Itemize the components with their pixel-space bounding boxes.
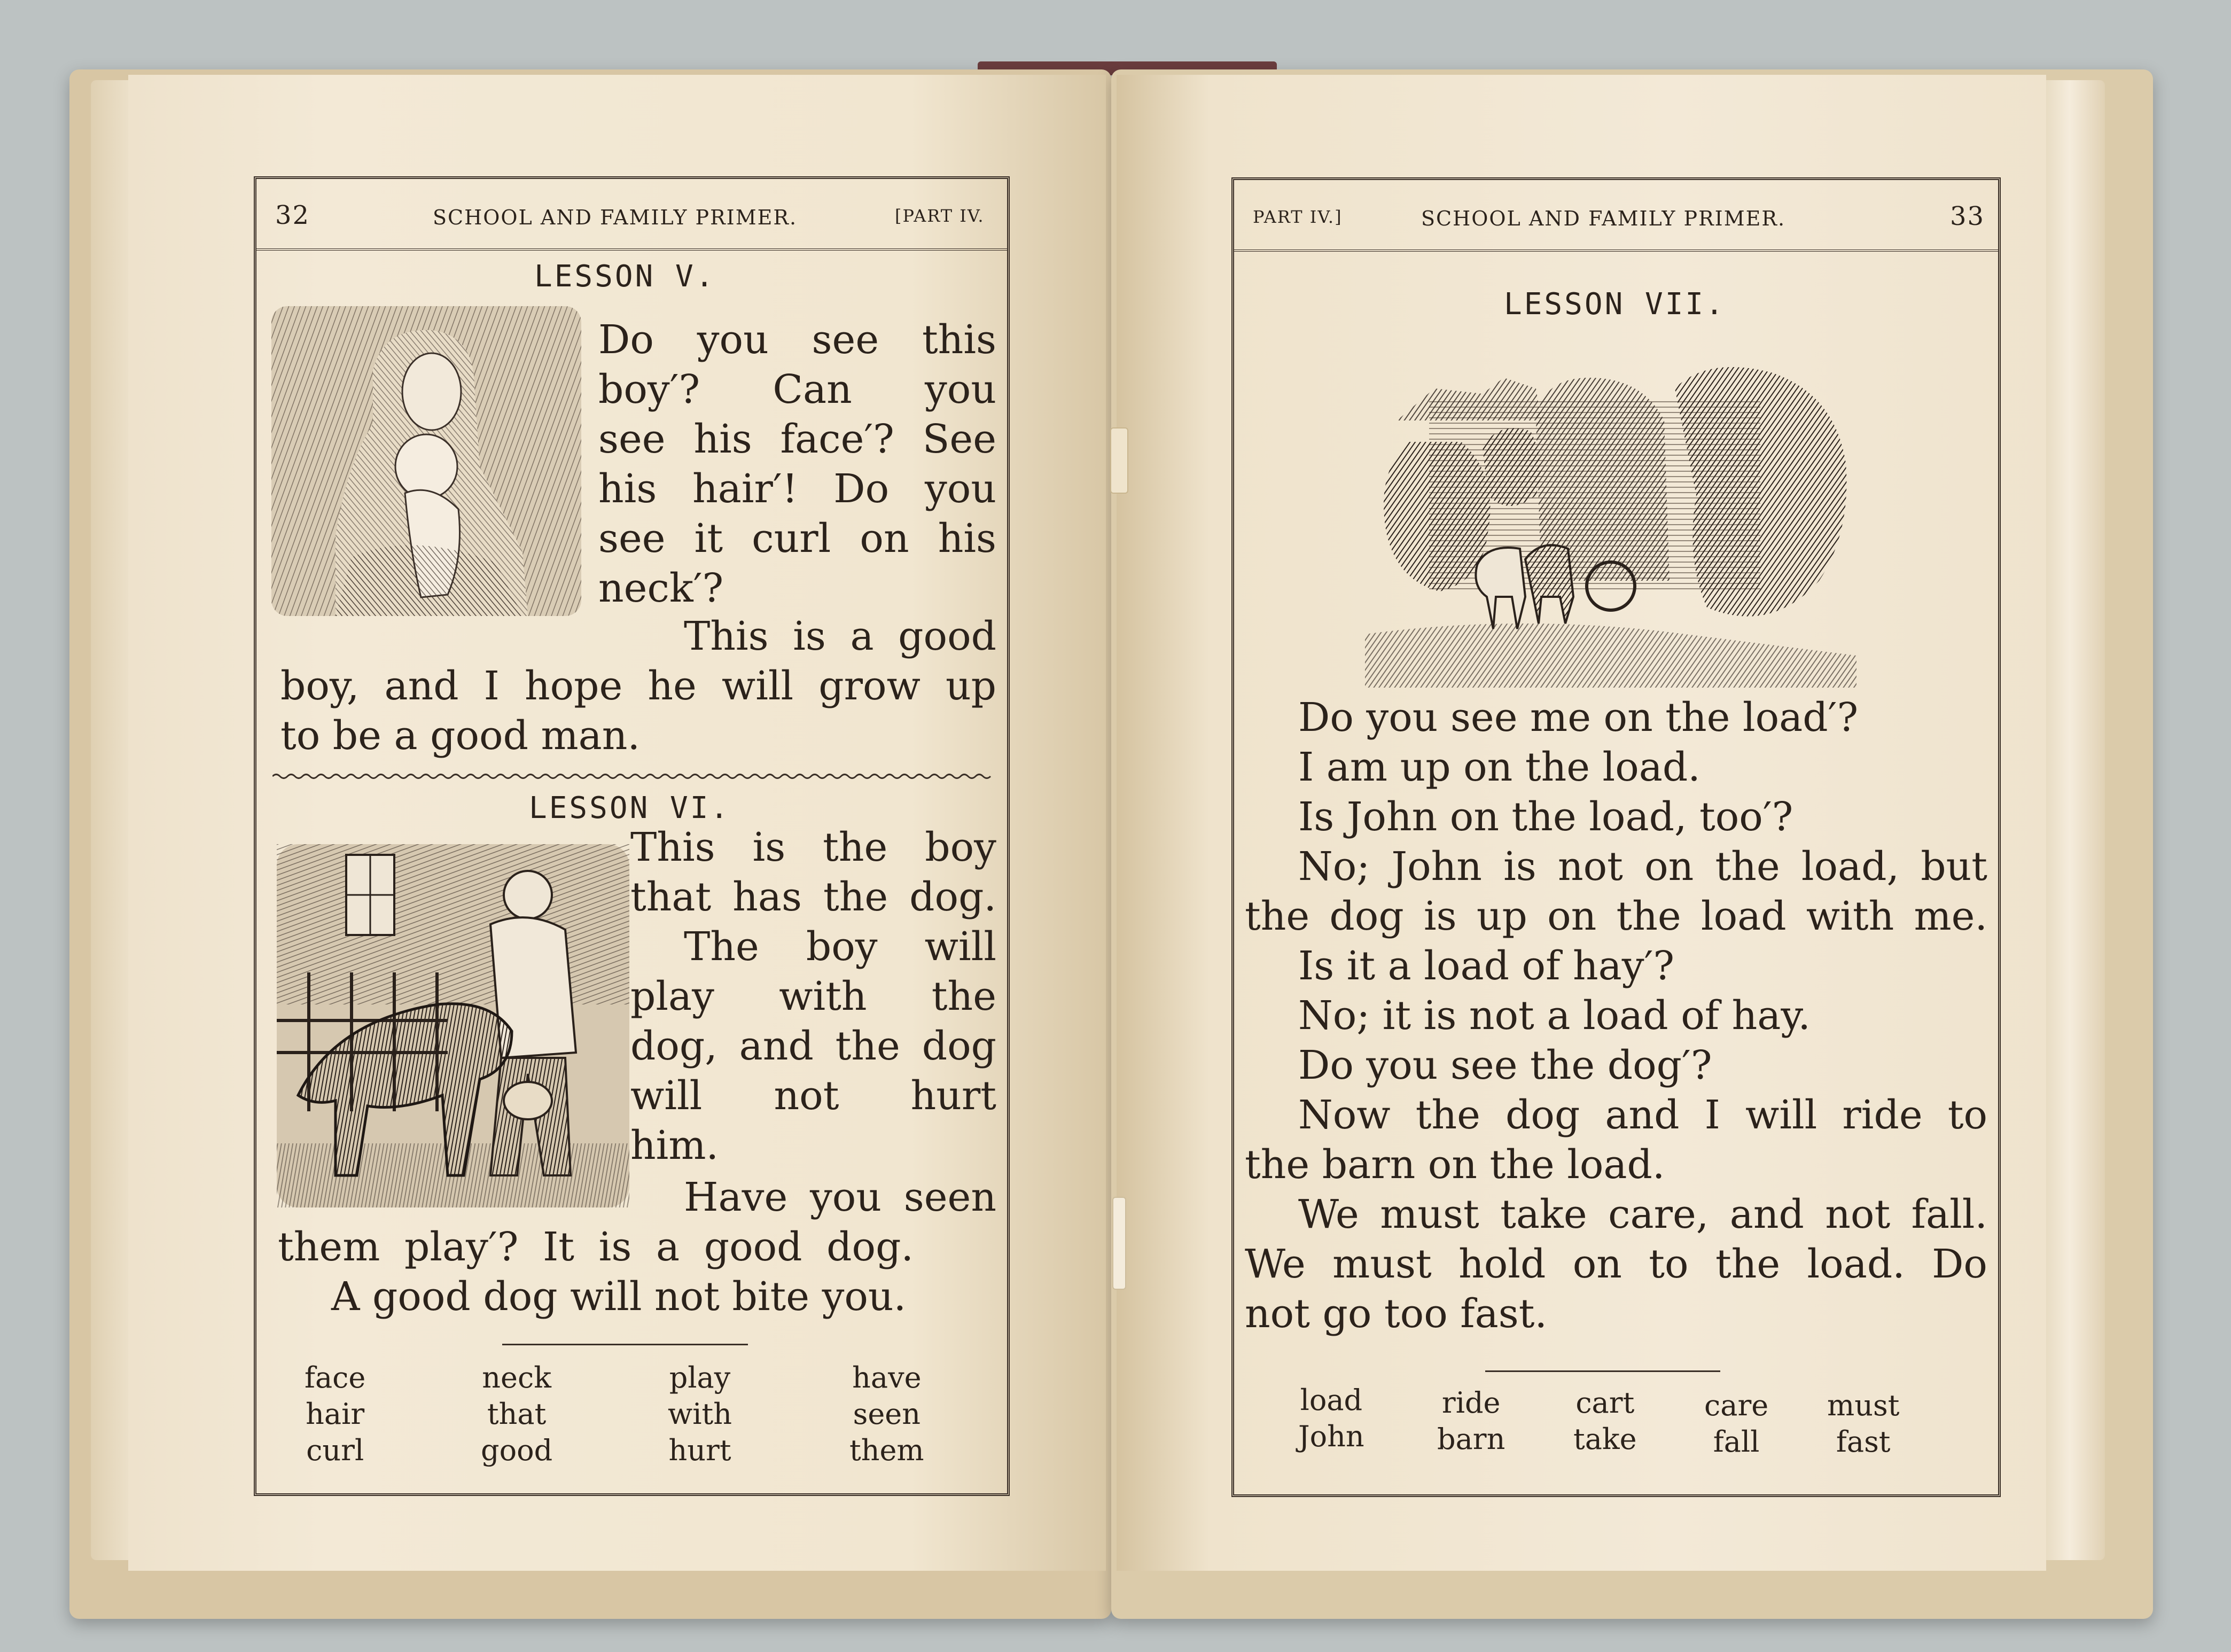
vocab-word: load	[1300, 1383, 1363, 1417]
vocab-word: take	[1573, 1422, 1637, 1456]
lesson5-text-beside	[598, 315, 996, 613]
text-line: No; John is not on the load, but	[1298, 844, 1987, 890]
text-line: Do you see this	[598, 317, 996, 363]
hay-wagon-engraving	[1365, 356, 1856, 688]
vocab-word: John	[1298, 1420, 1364, 1453]
vocab-word: have	[852, 1361, 922, 1394]
text-line: We must hold on to the load. Do	[1245, 1241, 1987, 1287]
stitch-bottom	[1112, 1197, 1126, 1290]
vocab-column	[1298, 1382, 1364, 1455]
vocab-word: face	[305, 1361, 366, 1394]
vocab-column	[1437, 1385, 1505, 1458]
text-line: I am up on the load.	[1298, 744, 1700, 790]
text-line: Have you seen	[684, 1174, 996, 1220]
vocab-word: that	[487, 1397, 547, 1431]
vocab-column	[849, 1360, 924, 1469]
text-line: The boy will	[684, 924, 996, 970]
left-running-header	[256, 179, 1007, 251]
vocab-word: fall	[1713, 1425, 1760, 1459]
page-edges-right	[2046, 80, 2105, 1560]
text-line: Do you see me on the load′?	[1298, 695, 1859, 741]
text-line: not go too fast.	[1245, 1291, 1548, 1337]
vocab-word: care	[1704, 1389, 1769, 1422]
text-line: will not hurt	[630, 1073, 996, 1119]
lesson-heading: LESSON V.	[534, 259, 716, 294]
vocab-word: seen	[853, 1397, 921, 1431]
wavy-divider	[272, 771, 994, 782]
stitch-top	[1110, 427, 1128, 494]
text-line: the barn on the load.	[1245, 1142, 1665, 1188]
boy-dog-engraving	[277, 844, 629, 1207]
text-line: them play′? It is a good dog.	[278, 1224, 914, 1270]
vocab-word: hair	[306, 1397, 365, 1431]
page-number: 32	[275, 200, 310, 230]
vocab-column	[305, 1360, 365, 1469]
lesson-heading: LESSON VII.	[1504, 287, 1726, 322]
text-line: Is John on the load, too′?	[1298, 794, 1793, 840]
vocab-word: cart	[1575, 1386, 1635, 1420]
text-line: neck′?	[598, 565, 724, 611]
text-line: No; it is not a load of hay.	[1298, 993, 1811, 1039]
text-line: see his face′? See	[598, 416, 996, 462]
text-line: We must take care, and not fall.	[1298, 1191, 1987, 1237]
vocab-word: with	[668, 1397, 732, 1431]
part-label: PART IV.]	[1253, 207, 1343, 227]
text-line: the dog is up on the load with me.	[1245, 893, 1987, 939]
vocab-column	[668, 1360, 732, 1469]
open-book	[69, 59, 2153, 1619]
vocab-rule	[1485, 1370, 1720, 1372]
right-page-frame	[1231, 177, 2001, 1497]
text-line: him.	[630, 1123, 719, 1168]
text-line: to be a good man.	[280, 713, 640, 759]
text-line: Is it a load of hay′?	[1298, 943, 1675, 989]
part-label: [PART IV.	[895, 206, 985, 226]
lesson7-text	[1245, 693, 1987, 1339]
left-page-frame	[254, 176, 1010, 1496]
vocab-column	[481, 1360, 552, 1469]
vocab-word: play	[669, 1361, 731, 1394]
lesson-heading: LESSON VI.	[529, 791, 731, 825]
vocab-word: neck	[482, 1361, 551, 1394]
vocab-word: ride	[1441, 1386, 1501, 1420]
vocab-word: must	[1827, 1389, 1900, 1422]
vocab-word: barn	[1437, 1422, 1505, 1456]
text-line: A good dog will not bite you.	[331, 1274, 907, 1320]
text-line: This is the boy	[630, 824, 996, 870]
text-line: play with the	[630, 973, 996, 1019]
lesson6-text-beside	[630, 823, 996, 1171]
vocab-word: them	[849, 1433, 924, 1467]
running-title: SCHOOL AND FAMILY PRIMER.	[1421, 207, 1786, 230]
page-number: 33	[1950, 201, 1985, 231]
vocab-word: fast	[1836, 1425, 1891, 1459]
text-line: boy, and I hope he will grow up	[280, 663, 996, 709]
mother-child-engraving	[271, 306, 581, 616]
vocab-word: hurt	[668, 1433, 731, 1467]
vocab-column	[1704, 1388, 1768, 1460]
vocab-rule	[502, 1344, 748, 1345]
text-line: see it curl on his	[598, 516, 996, 562]
vocab-column	[1827, 1388, 1899, 1460]
text-line: boy′? Can you	[598, 367, 996, 412]
text-line: that has the dog.	[630, 874, 996, 920]
text-line: Do you see the dog′?	[1298, 1042, 1712, 1088]
text-line: Now the dog and I will ride to	[1298, 1092, 1987, 1138]
running-title: SCHOOL AND FAMILY PRIMER.	[433, 206, 798, 229]
vocab-column	[1573, 1385, 1637, 1458]
text-line: This is a good	[684, 613, 996, 659]
right-running-header	[1234, 180, 1998, 252]
vocab-word: curl	[306, 1433, 364, 1467]
text-line: his hair′! Do you	[598, 466, 996, 512]
vocab-word: good	[481, 1433, 553, 1467]
text-line: dog, and the dog	[630, 1023, 996, 1069]
